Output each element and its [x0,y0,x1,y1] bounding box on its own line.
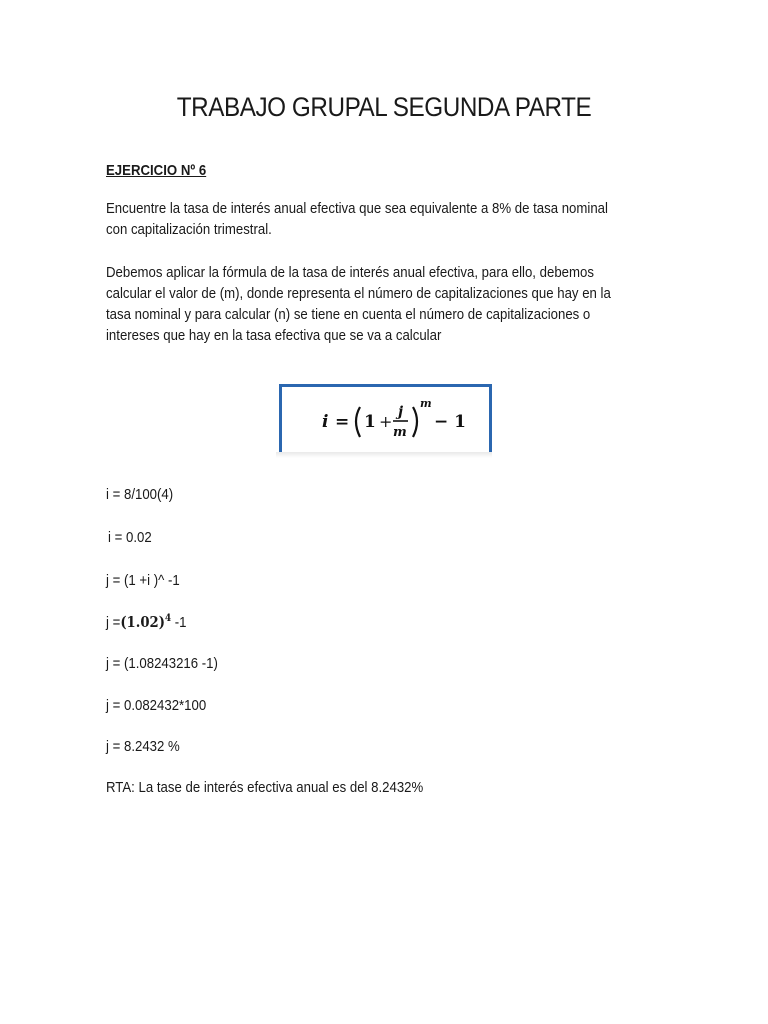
calc-step-4 [106,613,187,631]
paragraph-line: Encuentre la tasa de interés anual efectiva que sea equivalente a 8% de tasa nominal [106,200,608,217]
paragraph-line: intereses que hay en la tasa efectiva que se va a calcular [106,327,442,344]
paragraph-line: Debemos aplicar la fórmula de la tasa de interés anual efectiva, para ello, debemos [106,264,594,281]
formula-exponent: m [420,397,432,410]
explanation-paragraph [106,262,652,346]
calc-step-4-prefix: j = [106,614,121,631]
calc-step-1: i = 8/100(4) [106,486,174,503]
formula-numerator: j [398,404,404,420]
paragraph-line: con capitalización trimestral. [106,221,272,238]
formula-lhs: i [322,412,329,432]
calc-step-6: j = 0.082432*100 [106,697,207,714]
formula-shadow [276,452,492,458]
exercise-heading: EJERCICIO Nº 6 [106,162,207,179]
formula-plus: + [379,412,393,431]
answer-line: RTA: La tase de interés efectiva anual es del 8.2432% [106,779,424,796]
formula-one: 1 [364,412,376,432]
formula-image [279,384,492,456]
calc-step-5: j = (1.08243216 -1) [106,655,218,672]
formula-denominator: m [393,425,407,440]
problem-statement [106,198,652,240]
calc-step-2: i = 0.02 [108,529,152,546]
calc-step-4-suffix: -1 [171,614,187,631]
formula-minus-one: − 1 [434,412,466,432]
calc-step-3: j = (1 +i )^ -1 [106,572,180,589]
document-title: TRABAJO GRUPAL SEGUNDA PARTE [176,92,592,122]
calc-step-7: j = 8.2432 % [106,738,180,755]
calc-step-4-math: $(1.02)^4$ [120,613,172,631]
paragraph-line: tasa nominal y para calcular (n) se tiene en cuenta el número de capitalizaciones o [106,306,591,323]
formula-equals: = [335,412,350,432]
effective-rate-formula [282,387,489,453]
paragraph-line: calcular el valor de (m), donde representa el número de capitalizaciones que hay en la [106,285,611,302]
